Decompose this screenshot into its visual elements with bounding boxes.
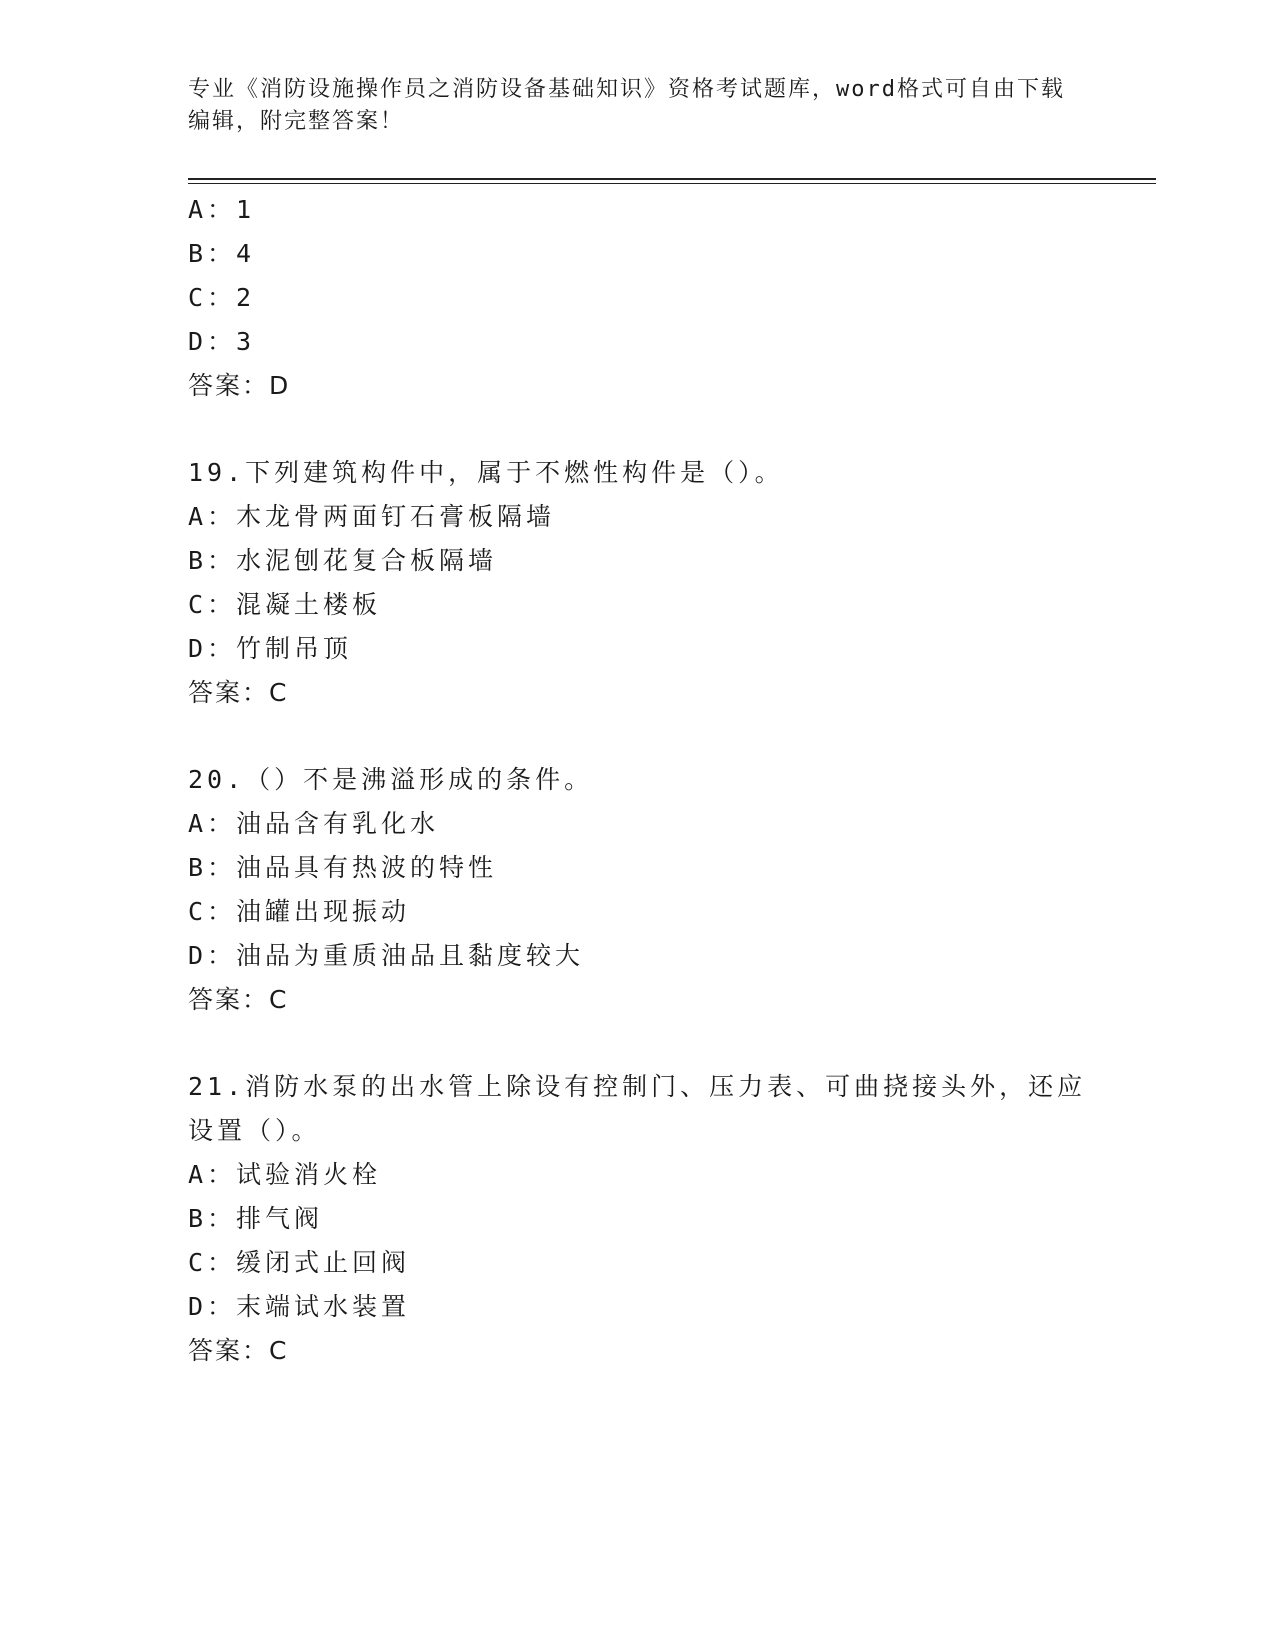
q21-stem-line1: 21.消防水泵的出水管上除设有控制门、压力表、可曲挠接头外，还应 xyxy=(188,1072,1087,1101)
q20-option-a: A：油品含有乳化水 xyxy=(188,809,440,838)
q18-answer: 答案：D xyxy=(188,371,291,400)
q19-option-c: C：混凝土楼板 xyxy=(188,590,382,619)
q20-stem: 20.（）不是沸溢形成的条件。 xyxy=(188,765,594,794)
q18-option-b: B：4 xyxy=(188,239,256,268)
q20-option-b: B：油品具有热波的特性 xyxy=(188,853,498,882)
q21-option-b: B：排气阀 xyxy=(188,1204,324,1233)
q18-option-c: C：2 xyxy=(188,283,256,312)
q21-option-c: C：缓闭式止回阀 xyxy=(188,1248,411,1277)
q19-stem: 19.下列建筑构件中，属于不燃性构件是（）。 xyxy=(188,458,784,487)
document-header: 专业《消防设施操作员之消防设备基础知识》资格考试题库，word格式可自由下载编辑，附完整答案！ xyxy=(188,77,1065,134)
header-rule-thin xyxy=(188,183,1156,184)
q21-stem-line2: 设置（）。 xyxy=(188,1116,321,1145)
q21-option-d: D：末端试水装置 xyxy=(188,1292,411,1321)
header-rule-thick xyxy=(188,178,1156,180)
q19-option-d: D：竹制吊顶 xyxy=(188,634,353,663)
q19-option-b: B：水泥刨花复合板隔墙 xyxy=(188,546,498,575)
q21-answer: 答案：C xyxy=(188,1336,289,1365)
q18-option-d: D：3 xyxy=(188,327,256,356)
q19-answer: 答案：C xyxy=(188,678,289,707)
q21-option-a: A：试验消火栓 xyxy=(188,1160,382,1189)
q20-answer: 答案：C xyxy=(188,985,289,1014)
q18-option-a: A：1 xyxy=(188,195,256,224)
q19-option-a: A：木龙骨两面钉石膏板隔墙 xyxy=(188,502,556,531)
q20-option-d: D：油品为重质油品且黏度较大 xyxy=(188,941,585,970)
q20-option-c: C：油罐出现振动 xyxy=(188,897,411,926)
